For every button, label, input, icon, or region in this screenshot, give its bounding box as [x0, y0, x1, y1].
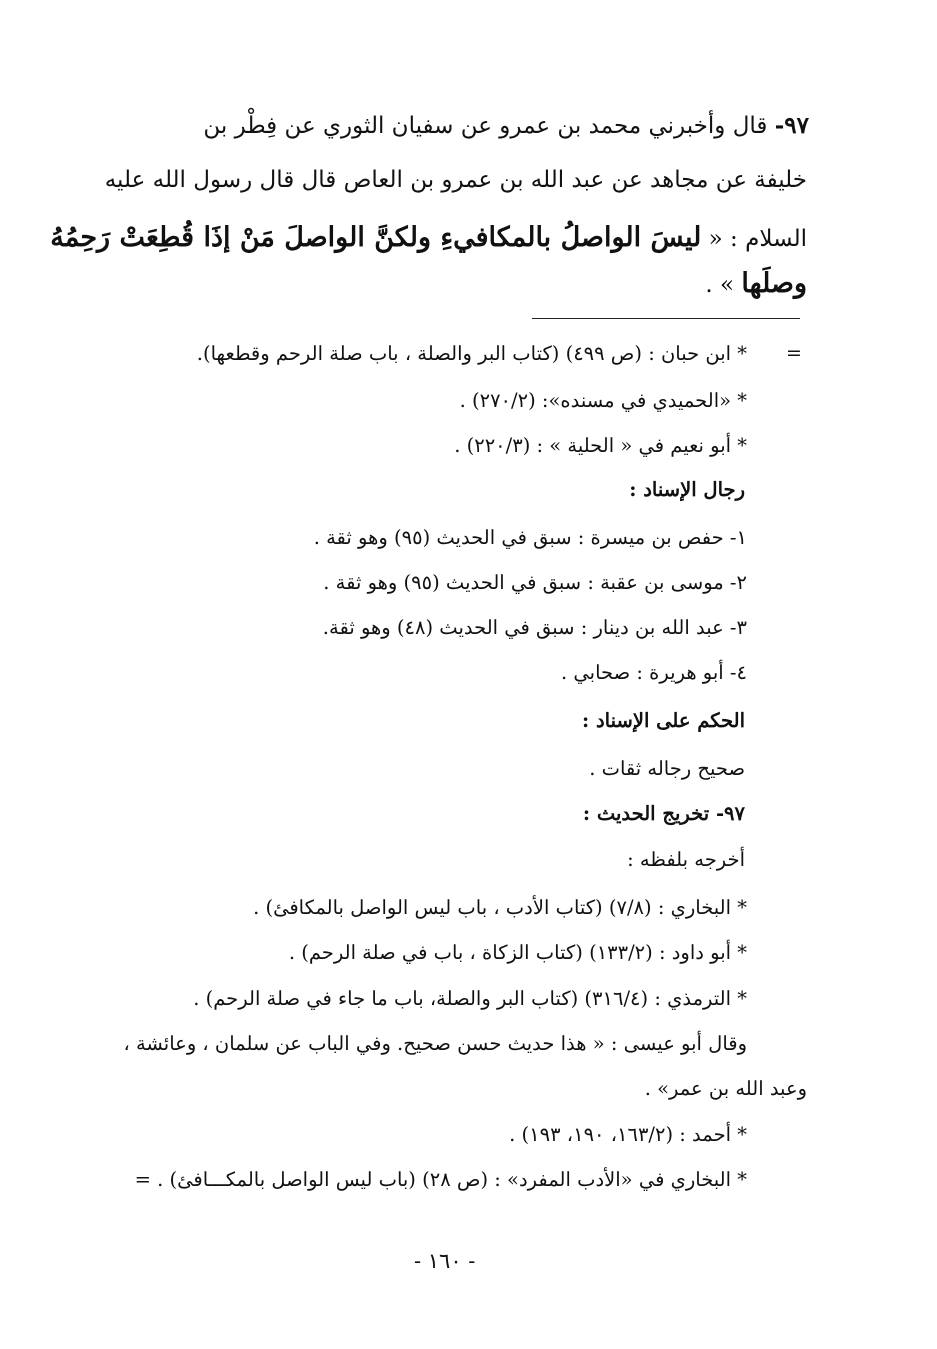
hadith-line-3 [50, 222, 807, 253]
narrator-2: ٢- موسى بن عقبة : سبق في الحديث (٩٥) وهو ثقة . [323, 571, 747, 594]
page-number: - ١٦٠ - [414, 1249, 476, 1273]
narrator-3: ٣- عبد الله بن دينار : سبق في الحديث (٤٨) وهو ثقة. [322, 616, 747, 639]
hadith-line-1-text: قال وأخبرني محمد بن عمرو عن سفيان الثوري عن فِطْر بن [203, 113, 768, 139]
hadith-line-3-prefix: السلام : « [708, 226, 807, 252]
narrator-1: ١- حفص بن ميسرة : سبق في الحديث (٩٥) وهو ثقة . [313, 526, 747, 549]
footnote-separator [532, 318, 800, 319]
heading-takhrij: ٩٧- تخريج الحديث : [582, 802, 745, 825]
continuation-mark: = [786, 342, 802, 364]
hadith-number: ٩٧- [774, 112, 809, 139]
takhrij-ahmad: * أحمد : (١٦٣/٢، ١٩٠، ١٩٣) . [509, 1123, 747, 1146]
footnote-abu-nuaym: * أبو نعيم في « الحلية » : (٢٢٠/٣) . [454, 434, 747, 457]
heading-rijal-isnad: رجال الإسناد : [629, 478, 745, 501]
footnote-ibn-hibban: * ابن حبان : (ص ٤٩٩) (كتاب البر والصلة ، باب صلة الرحم وقطعها). [196, 342, 747, 365]
hadith-quote-part-1: ليسَ الواصلُ بالمكافيءِ ولكنَّ الواصلَ مَنْ إذَا قُطِعَتْ رَحِمُهُ [50, 222, 702, 253]
narrator-4: ٤- أبو هريرة : صحابي . [561, 661, 747, 684]
takhrij-adab-mufrad: * البخاري في «الأدب المفرد» : (ص ٢٨) (باب ليس الواصل بالمكـــافئ) . = [134, 1168, 747, 1191]
heading-hukm-isnad: الحكم على الإسناد : [582, 709, 745, 732]
tirmidhi-comment-line-1: وقال أبو عيسى : « هذا حديث حسن صحيح. وفي الباب عن سلمان ، وعائشة ، [123, 1032, 747, 1055]
hadith-line-2: خليفة عن مجاهد عن عبد الله بن عمرو بن العاص قال قال رسول الله عليه [104, 167, 807, 193]
tirmidhi-comment-line-2: وعبد الله بن عمر» . [644, 1077, 807, 1100]
akhrajahu-bi-lafzihi: أخرجه بلفظه : [627, 848, 745, 871]
takhrij-bukhari: * البخاري : (٧/٨) (كتاب الأدب ، باب ليس الواصل بالمكافئ) . [253, 896, 747, 919]
takhrij-tirmidhi: * الترمذي : (٣١٦/٤) (كتاب البر والصلة، باب ما جاء في صلة الرحم) . [193, 987, 747, 1010]
hadith-line-4 [705, 268, 807, 299]
hadith-line-4-suffix: » . [705, 272, 735, 298]
hadith-line-1 [203, 112, 809, 139]
footnote-humaydi: * «الحميدي في مسنده»: (٢٧٠/٢) . [459, 389, 747, 412]
hadith-quote-part-2: وصلَها [741, 268, 807, 299]
hukm-text: صحيح رجاله ثقات . [589, 757, 745, 780]
takhrij-abu-dawud: * أبو داود : (١٣٣/٢) (كتاب الزكاة ، باب في صلة الرحم) . [288, 941, 747, 964]
